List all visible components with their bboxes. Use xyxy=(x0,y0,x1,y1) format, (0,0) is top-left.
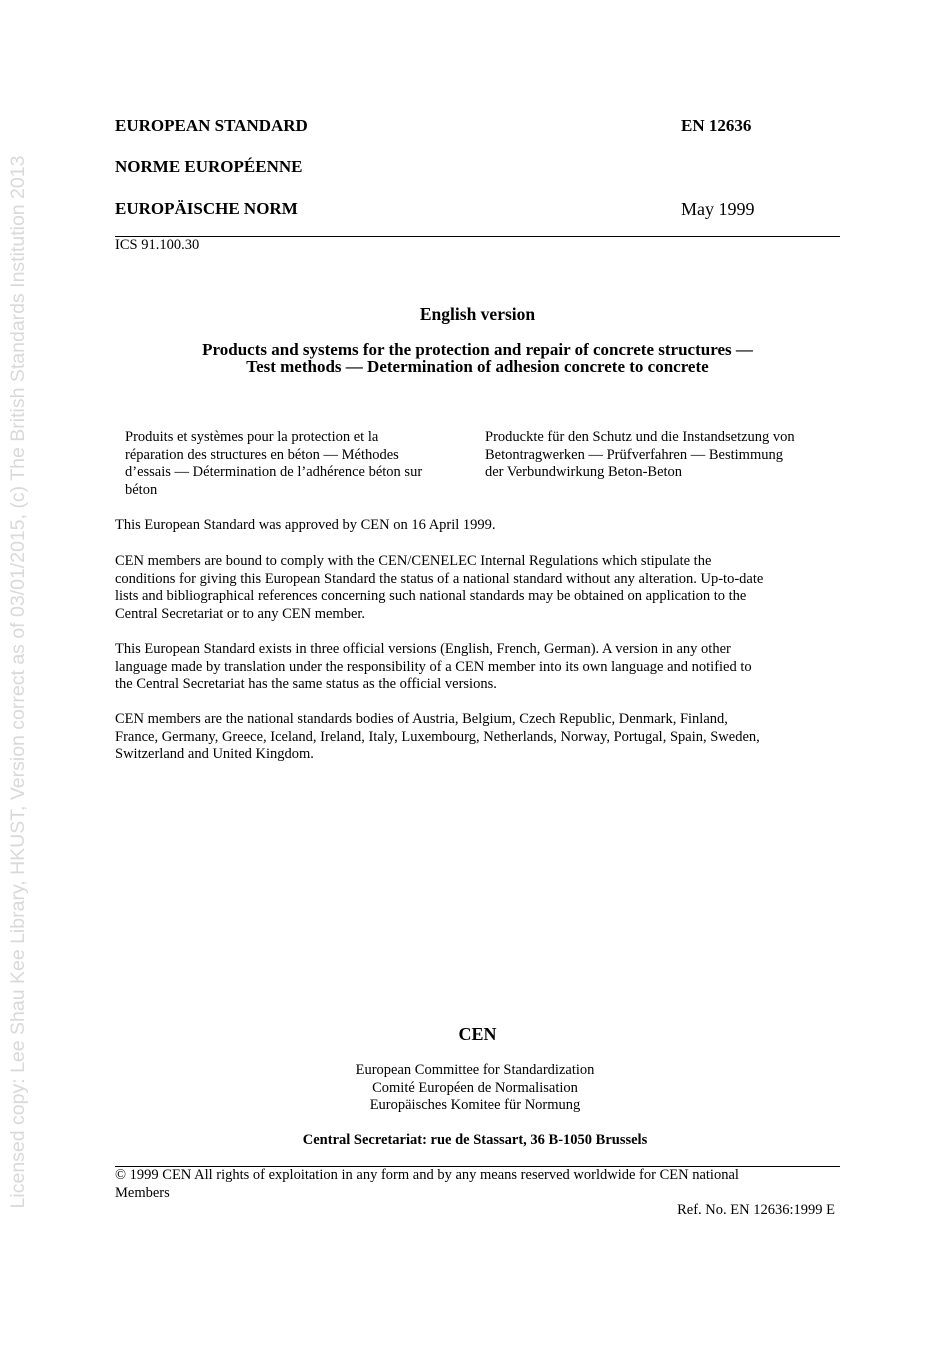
paragraph-line: This European Standard exists in three official versions (English, French, German). A version in any other xyxy=(115,641,731,657)
cen-heading: CEN xyxy=(458,1024,497,1044)
standard-title-en: EUROPEAN STANDARD xyxy=(115,116,308,135)
paragraph-line: the Central Secretariat has the same status as the official versions. xyxy=(115,676,497,692)
paragraph-line: language made by translation under the responsibility of a CEN member into its own language and notified to xyxy=(115,658,752,675)
version-label: English version xyxy=(419,304,536,324)
german-title-line: Betontragwerken — Prüfverfahren — Bestimmung xyxy=(485,446,783,463)
french-title xyxy=(125,429,465,499)
main-title xyxy=(115,341,840,375)
cen-name-en: European Committee for Standardization xyxy=(355,1062,595,1078)
ics-code: ICS 91.100.30 xyxy=(115,237,200,253)
central-secretariat-address: Central Secretariat: rue de Stassart, 36 B-1050 Brussels xyxy=(302,1132,648,1148)
paragraph-line: CEN members are bound to comply with the CEN/CENELEC Internal Regulations which stipulate the xyxy=(115,553,712,569)
copyright-line: © 1999 CEN All rights of exploitation in any form and by any means reserved worldwide for CEN national xyxy=(115,1167,739,1183)
copyright-line: Members xyxy=(115,1184,170,1201)
french-title-line: béton xyxy=(125,481,158,498)
publication-date: May 1999 xyxy=(681,199,755,219)
main-title-line-2: Test methods — Determination of adhesion concrete to concrete xyxy=(246,357,709,376)
standard-number: EN 12636 xyxy=(681,116,752,135)
german-title-line: Produckte für den Schutz und die Instandsetzung von xyxy=(485,429,795,445)
license-watermark: Licensed copy: Lee Shau Kee Library, HKUST, Version correct as of 03/01/2015, (c) The British Standards Institution 2013 xyxy=(7,155,29,1209)
cen-name-de: Europäisches Komitee für Normung xyxy=(369,1097,581,1113)
german-title xyxy=(485,429,840,482)
reference-number: Ref. No. EN 12636:1999 E xyxy=(677,1202,835,1218)
copyright-notice xyxy=(115,1167,840,1202)
french-title-line: d’essais — Détermination de l’adhérence béton sur xyxy=(125,464,423,480)
cen-name-fr: Comité Européen de Normalisation xyxy=(372,1079,578,1096)
approval-paragraph xyxy=(115,517,840,535)
paragraph-line: Central Secretariat or to any CEN member. xyxy=(115,605,366,622)
paragraph-line: This European Standard was approved by CEN on 16 April 1999. xyxy=(115,517,496,533)
standard-title-fr: NORME EUROPÉENNE xyxy=(115,157,303,176)
paragraph-line: CEN members are the national standards bodies of Austria, Belgium, Czech Republic, Denmark, Finland, xyxy=(115,711,728,727)
members-list-paragraph xyxy=(115,711,840,764)
versions-paragraph xyxy=(115,641,840,694)
french-title-line: Produits et systèmes pour la protection et la xyxy=(125,429,379,445)
main-title-line-1: Products and systems for the protection and repair of concrete structures — xyxy=(202,340,753,359)
paragraph-line: conditions for giving this European Standard the status of a national standard without any alteration. Up-to-date xyxy=(115,570,764,587)
header-rule xyxy=(115,236,840,237)
paragraph-line: Switzerland and United Kingdom. xyxy=(115,746,314,762)
standard-title-de: EUROPÄISCHE NORM xyxy=(115,199,298,218)
members-obligation-paragraph xyxy=(115,553,840,623)
french-title-line: réparation des structures en béton — Méthodes xyxy=(125,446,399,463)
german-title-line: der Verbundwirkung Beton-Beton xyxy=(485,464,683,480)
cen-names xyxy=(115,1062,835,1115)
paragraph-line: lists and bibliographical references concerning such national standards may be obtained on application to the xyxy=(115,588,747,604)
paragraph-line: France, Germany, Greece, Iceland, Ireland, Italy, Luxembourg, Netherlands, Norway, Portugal, Spain, Sweden, xyxy=(115,728,760,745)
